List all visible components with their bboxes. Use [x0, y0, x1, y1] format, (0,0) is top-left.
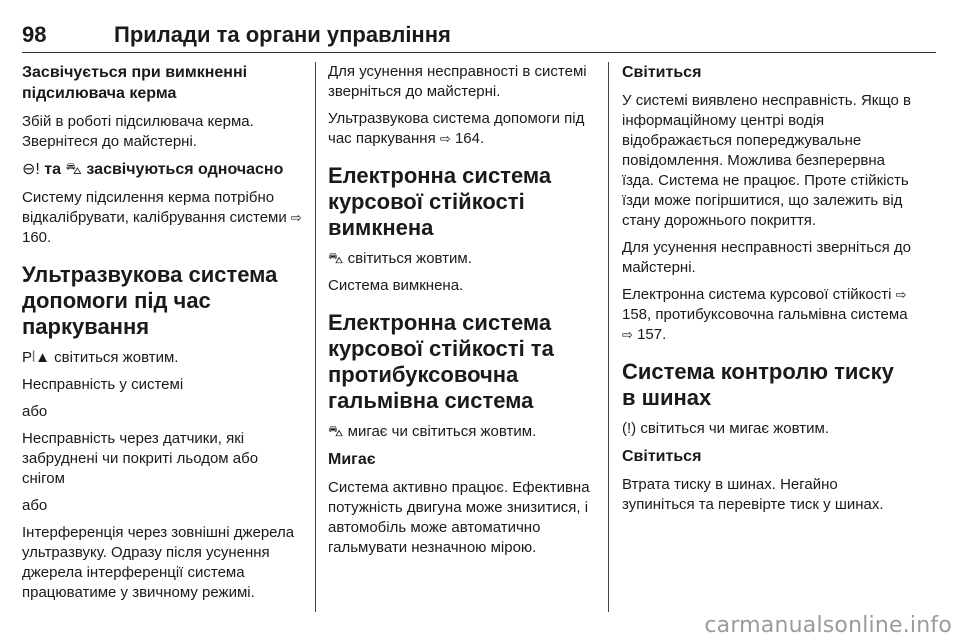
heading-lit: Світиться [622, 64, 702, 81]
page-ref: 157. [632, 326, 667, 343]
header-rule [22, 52, 936, 53]
heading-parking-assist: Ультразвукова система допомоги під час паркування [22, 262, 278, 339]
page-ref: 160. [22, 229, 52, 246]
paragraph-calibration [22, 188, 302, 248]
watermark: carmanualsonline.info [704, 613, 952, 638]
page-ref-arrow-icon: ⇨ [290, 210, 302, 225]
page-number: 98 [22, 22, 47, 47]
page-ref-arrow-icon: ⇨ [622, 327, 633, 342]
paragraph-text: 158, протибуксовочна гальмівна система [622, 306, 908, 323]
stability-control-icon: ⛍ [65, 161, 82, 178]
paragraph-fault: Несправність у системі [22, 376, 184, 393]
paragraph-contact-workshop: Для усунення несправності в системі зверніться до майстерні. [328, 63, 587, 100]
page-ref-arrow-icon: ⇨ [439, 131, 451, 146]
page-ref: 164. [450, 130, 485, 147]
paragraph-text: Ультразвукова система допомоги під час паркування [328, 110, 585, 147]
column-middle [328, 62, 598, 612]
paragraph-parking-lit [22, 348, 302, 368]
steering-warning-icon: ⊖! [22, 161, 40, 178]
heading-text: засвічуються одночасно [81, 161, 284, 178]
heading-esc-tc: Електронна система курсової стійкості та протибуксовочна гальмівна система [328, 310, 554, 413]
heading-both-lit [22, 159, 302, 180]
column-right [622, 62, 912, 612]
paragraph-lit-fault: У системі виявлено несправність. Якщо в інформаційному центрі водія відображається попереджувальне повідомлення. Можлива безперервна їзда. Система не працює. Проте стійкість їзди може погіршитися, що залежить від стану дорожнього покриття. [622, 92, 911, 229]
paragraph-tpms-lit [622, 419, 912, 439]
paragraph-parking-ref [328, 109, 598, 149]
paragraph-text: світиться жовтим. [50, 349, 179, 366]
paragraph-text: Систему підсилення керма потрібно відкалібрувати, калібрування системи [22, 189, 291, 226]
heading-flashing: Мигає [328, 451, 376, 468]
paragraph-sensors: Несправність через датчики, які забруднені чи покриті льодом або снігом [22, 430, 259, 487]
paragraph-or: або [22, 403, 48, 420]
heading-esc-off: Електронна система курсової стійкості вимкнена [328, 163, 552, 240]
paragraph-contact-workshop: Для усунення несправності зверніться до майстерні. [622, 239, 911, 276]
paragraph-text: мигає чи світиться жовтим. [343, 423, 537, 440]
paragraph-tpms-fault: Втрата тиску в шинах. Негайно зупиніться та перевірте тиск у шинах. [622, 476, 884, 513]
paragraph-tc-lit [328, 422, 598, 442]
page-ref-arrow-icon: ⇨ [895, 287, 907, 302]
paragraph-interference: Інтерференція через зовнішні джерела ультразвуку. Одразу після усунення джерела інтерференції система працюватиме у звичному режимі. [22, 524, 295, 601]
column-divider [315, 62, 316, 612]
paragraph-system-off: Система вимкнена. [328, 277, 464, 294]
paragraph-text: Електронна система курсової стійкості [622, 286, 896, 303]
paragraph-amp-fault: Збій в роботі підсилювача керма. Звернітеся до майстерні. [22, 113, 254, 150]
paragraph-esc-lit [328, 249, 598, 269]
paragraph-system-refs [622, 285, 912, 345]
paragraph-text: світиться жовтим. [343, 250, 472, 267]
parking-assist-icon: P⦚▲ [22, 349, 50, 366]
heading-tire-pressure: Система контролю тиску в шинах [622, 359, 894, 410]
heading-lit: Світиться [622, 448, 702, 465]
heading-amp-off: Засвічується при вимкненні підсилювача керма [22, 64, 248, 102]
stability-control-icon: ⛍ [328, 423, 344, 440]
paragraph-text: світиться чи мигає жовтим. [636, 420, 829, 437]
paragraph-or: або [22, 497, 48, 514]
column-divider [608, 62, 609, 612]
page-header [22, 22, 936, 52]
column-left [22, 62, 302, 612]
page-title: Прилади та органи управління [114, 22, 451, 47]
heading-text: та [39, 161, 66, 178]
tire-pressure-icon: (!) [622, 420, 637, 437]
esc-off-icon: ⛍ [328, 250, 344, 267]
paragraph-flashing: Система активно працює. Ефективна потужність двигуна може знизитися, і автомобіль може автоматично гальмувати незначною мірою. [328, 479, 590, 556]
